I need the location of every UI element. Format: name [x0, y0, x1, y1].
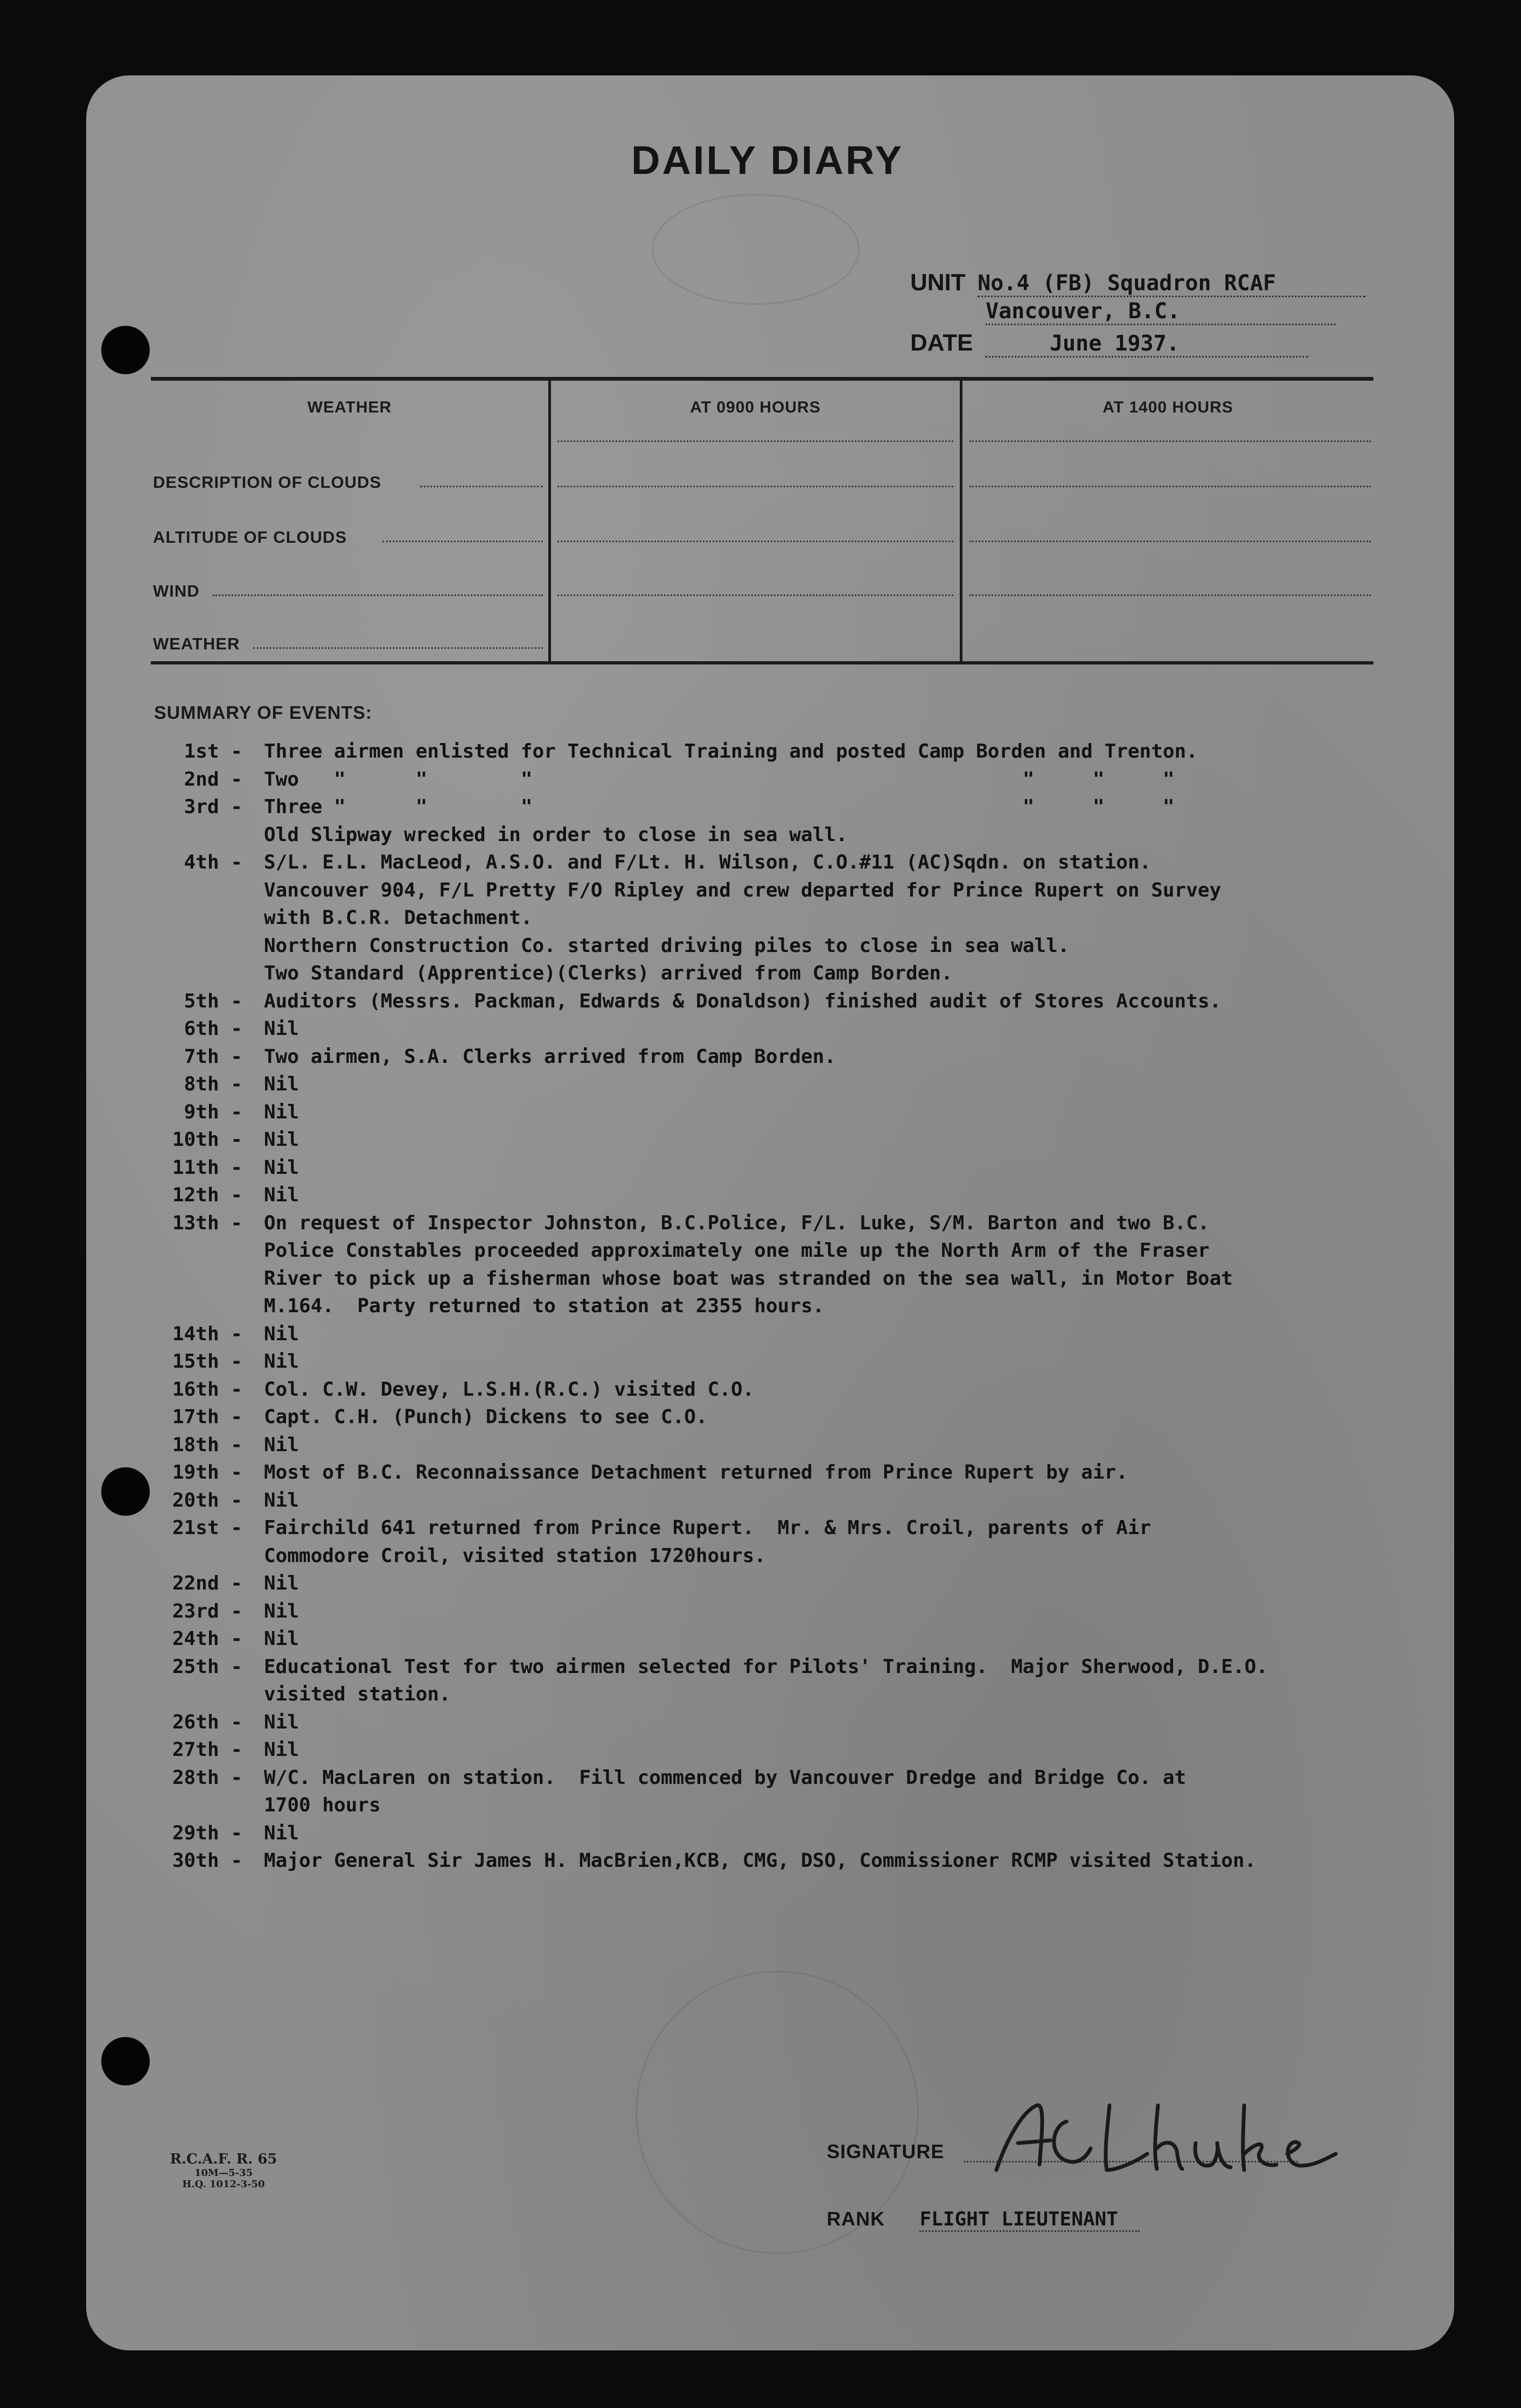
event-text: Nil: [264, 1156, 299, 1179]
event-text: visited station.: [264, 1683, 451, 1705]
event-day: 9th -: [184, 1101, 242, 1123]
event-day: 4th -: [184, 851, 242, 873]
event-line: [156, 1015, 1438, 1043]
event-line: [156, 1376, 1438, 1404]
event-text: Old Slipway wrecked in order to close in sea wall.: [264, 823, 848, 846]
event-text: with B.C.R. Detachment.: [264, 907, 533, 929]
weather-table: [151, 377, 1373, 665]
summary-heading: SUMMARY OF EVENTS:: [154, 703, 373, 723]
event-line: [156, 766, 1438, 794]
event-text: Auditors (Messrs. Packman, Edwards & Donaldson) finished audit of Stores Accounts.: [264, 990, 1222, 1012]
event-day: 16th -: [172, 1378, 242, 1401]
event-line: [156, 1653, 1438, 1681]
event-line: [156, 1320, 1438, 1348]
event-line: [156, 821, 1438, 849]
event-text: Educational Test for two airmen selected for Pilots' Training. Major Sherwood, D.E.O.: [264, 1655, 1268, 1678]
event-text: Police Constables proceeded approximately one mile up the North Arm of the Fraser: [264, 1240, 1210, 1262]
event-text: Nil: [264, 1073, 299, 1095]
handwritten-signature: [986, 2089, 1341, 2186]
event-line: [156, 960, 1438, 988]
event-text: Three " " " " " ": [264, 796, 1175, 818]
event-text: Nil: [264, 1739, 299, 1761]
event-day: 24th -: [172, 1628, 242, 1650]
event-line: [156, 1542, 1438, 1570]
event-line: [156, 1709, 1438, 1737]
event-day: 18th -: [172, 1433, 242, 1456]
binder-hole: [101, 2037, 150, 2085]
event-day: 15th -: [172, 1350, 242, 1373]
event-day: 29th -: [172, 1822, 242, 1844]
event-line: [156, 1791, 1438, 1819]
form-number-sub2: H.Q. 1012-3-50: [182, 2179, 265, 2190]
event-text: Nil: [264, 1822, 299, 1844]
date-label: DATE: [910, 330, 973, 356]
event-text: Nil: [264, 1489, 299, 1511]
unit-label: UNIT: [910, 269, 966, 296]
event-line: [156, 1265, 1438, 1293]
event-text: 1700 hours: [264, 1794, 381, 1816]
faint-stamp: [652, 194, 860, 305]
event-text: Nil: [264, 1711, 299, 1733]
event-day: 12th -: [172, 1184, 242, 1206]
event-day: 14th -: [172, 1322, 242, 1345]
event-text: Nil: [264, 1350, 299, 1373]
event-text: W/C. MacLaren on station. Fill commenced by Vancouver Dredge and Bridge Co. at: [264, 1766, 1187, 1789]
event-day: 13th -: [172, 1212, 242, 1234]
signature-field: [827, 2140, 944, 2163]
rank-label: RANK: [827, 2208, 885, 2230]
date-field: [910, 330, 1308, 358]
event-day: 26th -: [172, 1711, 242, 1733]
event-line: [156, 1598, 1438, 1626]
event-text: Nil: [264, 1129, 299, 1151]
event-text: Capt. C.H. (Punch) Dickens to see C.O.: [264, 1406, 708, 1428]
event-line: [156, 877, 1438, 905]
event-text: Three airmen enlisted for Technical Training and posted Camp Borden and Trenton.: [264, 740, 1198, 762]
event-line: [156, 1098, 1438, 1126]
event-day: 7th -: [184, 1045, 242, 1068]
event-line: [156, 1043, 1438, 1071]
event-day: 19th -: [172, 1461, 242, 1483]
event-text: Two Standard (Apprentice)(Clerks) arrived from Camp Borden.: [264, 962, 953, 984]
unit-field: [910, 269, 1365, 297]
event-line: [156, 1736, 1438, 1764]
event-line: [156, 738, 1438, 766]
binder-hole: [101, 326, 150, 374]
event-day: 17th -: [172, 1406, 242, 1428]
event-day: 25th -: [172, 1655, 242, 1678]
event-line: [156, 1764, 1438, 1792]
event-text: S/L. E.L. MacLeod, A.S.O. and F/Lt. H. Wilson, C.O.#11 (AC)Sqdn. on station.: [264, 851, 1152, 873]
event-line: [156, 1209, 1438, 1237]
event-text: M.164. Party returned to station at 2355 hours.: [264, 1295, 825, 1317]
event-line: [156, 1181, 1438, 1209]
date-value: June 1937.: [985, 331, 1308, 358]
event-line: [156, 849, 1438, 877]
row-wind: WIND: [153, 582, 200, 600]
event-line: [156, 904, 1438, 932]
event-text: Nil: [264, 1184, 299, 1206]
event-text: Nil: [264, 1101, 299, 1123]
row-weather: WEATHER: [153, 634, 240, 653]
row-altitude-of-clouds: ALTITUDE OF CLOUDS: [153, 528, 347, 547]
event-day: 3rd -: [184, 796, 242, 818]
event-day: 2nd -: [184, 768, 242, 790]
event-line: [156, 988, 1438, 1016]
event-day: 21st -: [172, 1517, 242, 1539]
form-number-main: R.C.A.F. R. 65: [170, 2151, 277, 2167]
event-text: Two " " " " " ": [264, 768, 1175, 790]
col-1400-header: AT 1400 HOURS: [1103, 398, 1233, 416]
event-day: 1st -: [184, 740, 242, 762]
row-description-of-clouds: DESCRIPTION OF CLOUDS: [153, 473, 382, 492]
event-line: [156, 1403, 1438, 1431]
event-text: Northern Construction Co. started driving piles to close in sea wall.: [264, 934, 1070, 957]
event-line: [156, 932, 1438, 960]
event-text: Nil: [264, 1572, 299, 1594]
event-day: 6th -: [184, 1018, 242, 1040]
event-text: Vancouver 904, F/L Pretty F/O Ripley and crew departed for Prince Rupert on Survey: [264, 879, 1222, 901]
signature-label: SIGNATURE: [827, 2140, 945, 2162]
weather-col-header: WEATHER: [307, 398, 392, 416]
event-text: Nil: [264, 1433, 299, 1456]
event-line: [156, 1625, 1438, 1653]
unit-value: No.4 (FB) Squadron RCAF: [978, 271, 1365, 297]
event-line: [156, 1459, 1438, 1487]
event-day: 8th -: [184, 1073, 242, 1095]
event-line: [156, 1070, 1438, 1098]
event-text: Nil: [264, 1628, 299, 1650]
event-text: Commodore Croil, visited station 1720hours.: [264, 1544, 766, 1567]
event-line: [156, 1847, 1438, 1875]
event-day: 23rd -: [172, 1600, 242, 1622]
unit-location: [986, 299, 1336, 325]
event-line: [156, 793, 1438, 821]
form-number: [154, 2151, 294, 2190]
event-line: [156, 1514, 1438, 1542]
event-text: River to pick up a fisherman whose boat was stranded on the sea wall, in Motor Boat: [264, 1267, 1233, 1290]
event-text: Fairchild 641 returned from Prince Rupert. Mr. & Mrs. Croil, parents of Air: [264, 1517, 1152, 1539]
event-line: [156, 1348, 1438, 1376]
form-number-sub1: 10M—5-35: [194, 2167, 253, 2179]
event-line: [156, 1154, 1438, 1182]
event-day: 11th -: [172, 1156, 242, 1179]
rank-field: [827, 2208, 1140, 2230]
col-0900-header: AT 0900 HOURS: [690, 398, 821, 416]
event-line: [156, 1681, 1438, 1709]
event-day: 30th -: [172, 1850, 242, 1872]
event-day: 27th -: [172, 1739, 242, 1761]
event-text: Nil: [264, 1018, 299, 1040]
event-line: [156, 1487, 1438, 1515]
page-title: DAILY DIARY: [631, 138, 904, 183]
event-text: Major General Sir James H. MacBrien,KCB, CMG, DSO, Commissioner RCMP visited Station.: [264, 1850, 1257, 1872]
event-line: [156, 1292, 1438, 1320]
event-text: On request of Inspector Johnston, B.C.Police, F/L. Luke, S/M. Barton and two B.C.: [264, 1212, 1210, 1234]
event-day: 5th -: [184, 990, 242, 1012]
event-line: [156, 1126, 1438, 1154]
rank-value: FLIGHT LIEUTENANT: [919, 2208, 1139, 2232]
event-line: [156, 1570, 1438, 1598]
summary-events: [156, 738, 1438, 1875]
event-text: Nil: [264, 1322, 299, 1345]
event-text: Nil: [264, 1600, 299, 1622]
event-text: Most of B.C. Reconnaissance Detachment returned from Prince Rupert by air.: [264, 1461, 1128, 1483]
event-line: [156, 1819, 1438, 1847]
event-day: 28th -: [172, 1766, 242, 1789]
event-line: [156, 1431, 1438, 1459]
event-line: [156, 1237, 1438, 1265]
event-text: Two airmen, S.A. Clerks arrived from Camp Borden.: [264, 1045, 836, 1068]
event-day: 20th -: [172, 1489, 242, 1511]
event-day: 10th -: [172, 1129, 242, 1151]
event-text: Col. C.W. Devey, L.S.H.(R.C.) visited C.O.: [264, 1378, 755, 1401]
event-day: 22nd -: [172, 1572, 242, 1594]
binder-hole: [101, 1467, 150, 1516]
unit-location-value: Vancouver, B.C.: [986, 299, 1336, 325]
